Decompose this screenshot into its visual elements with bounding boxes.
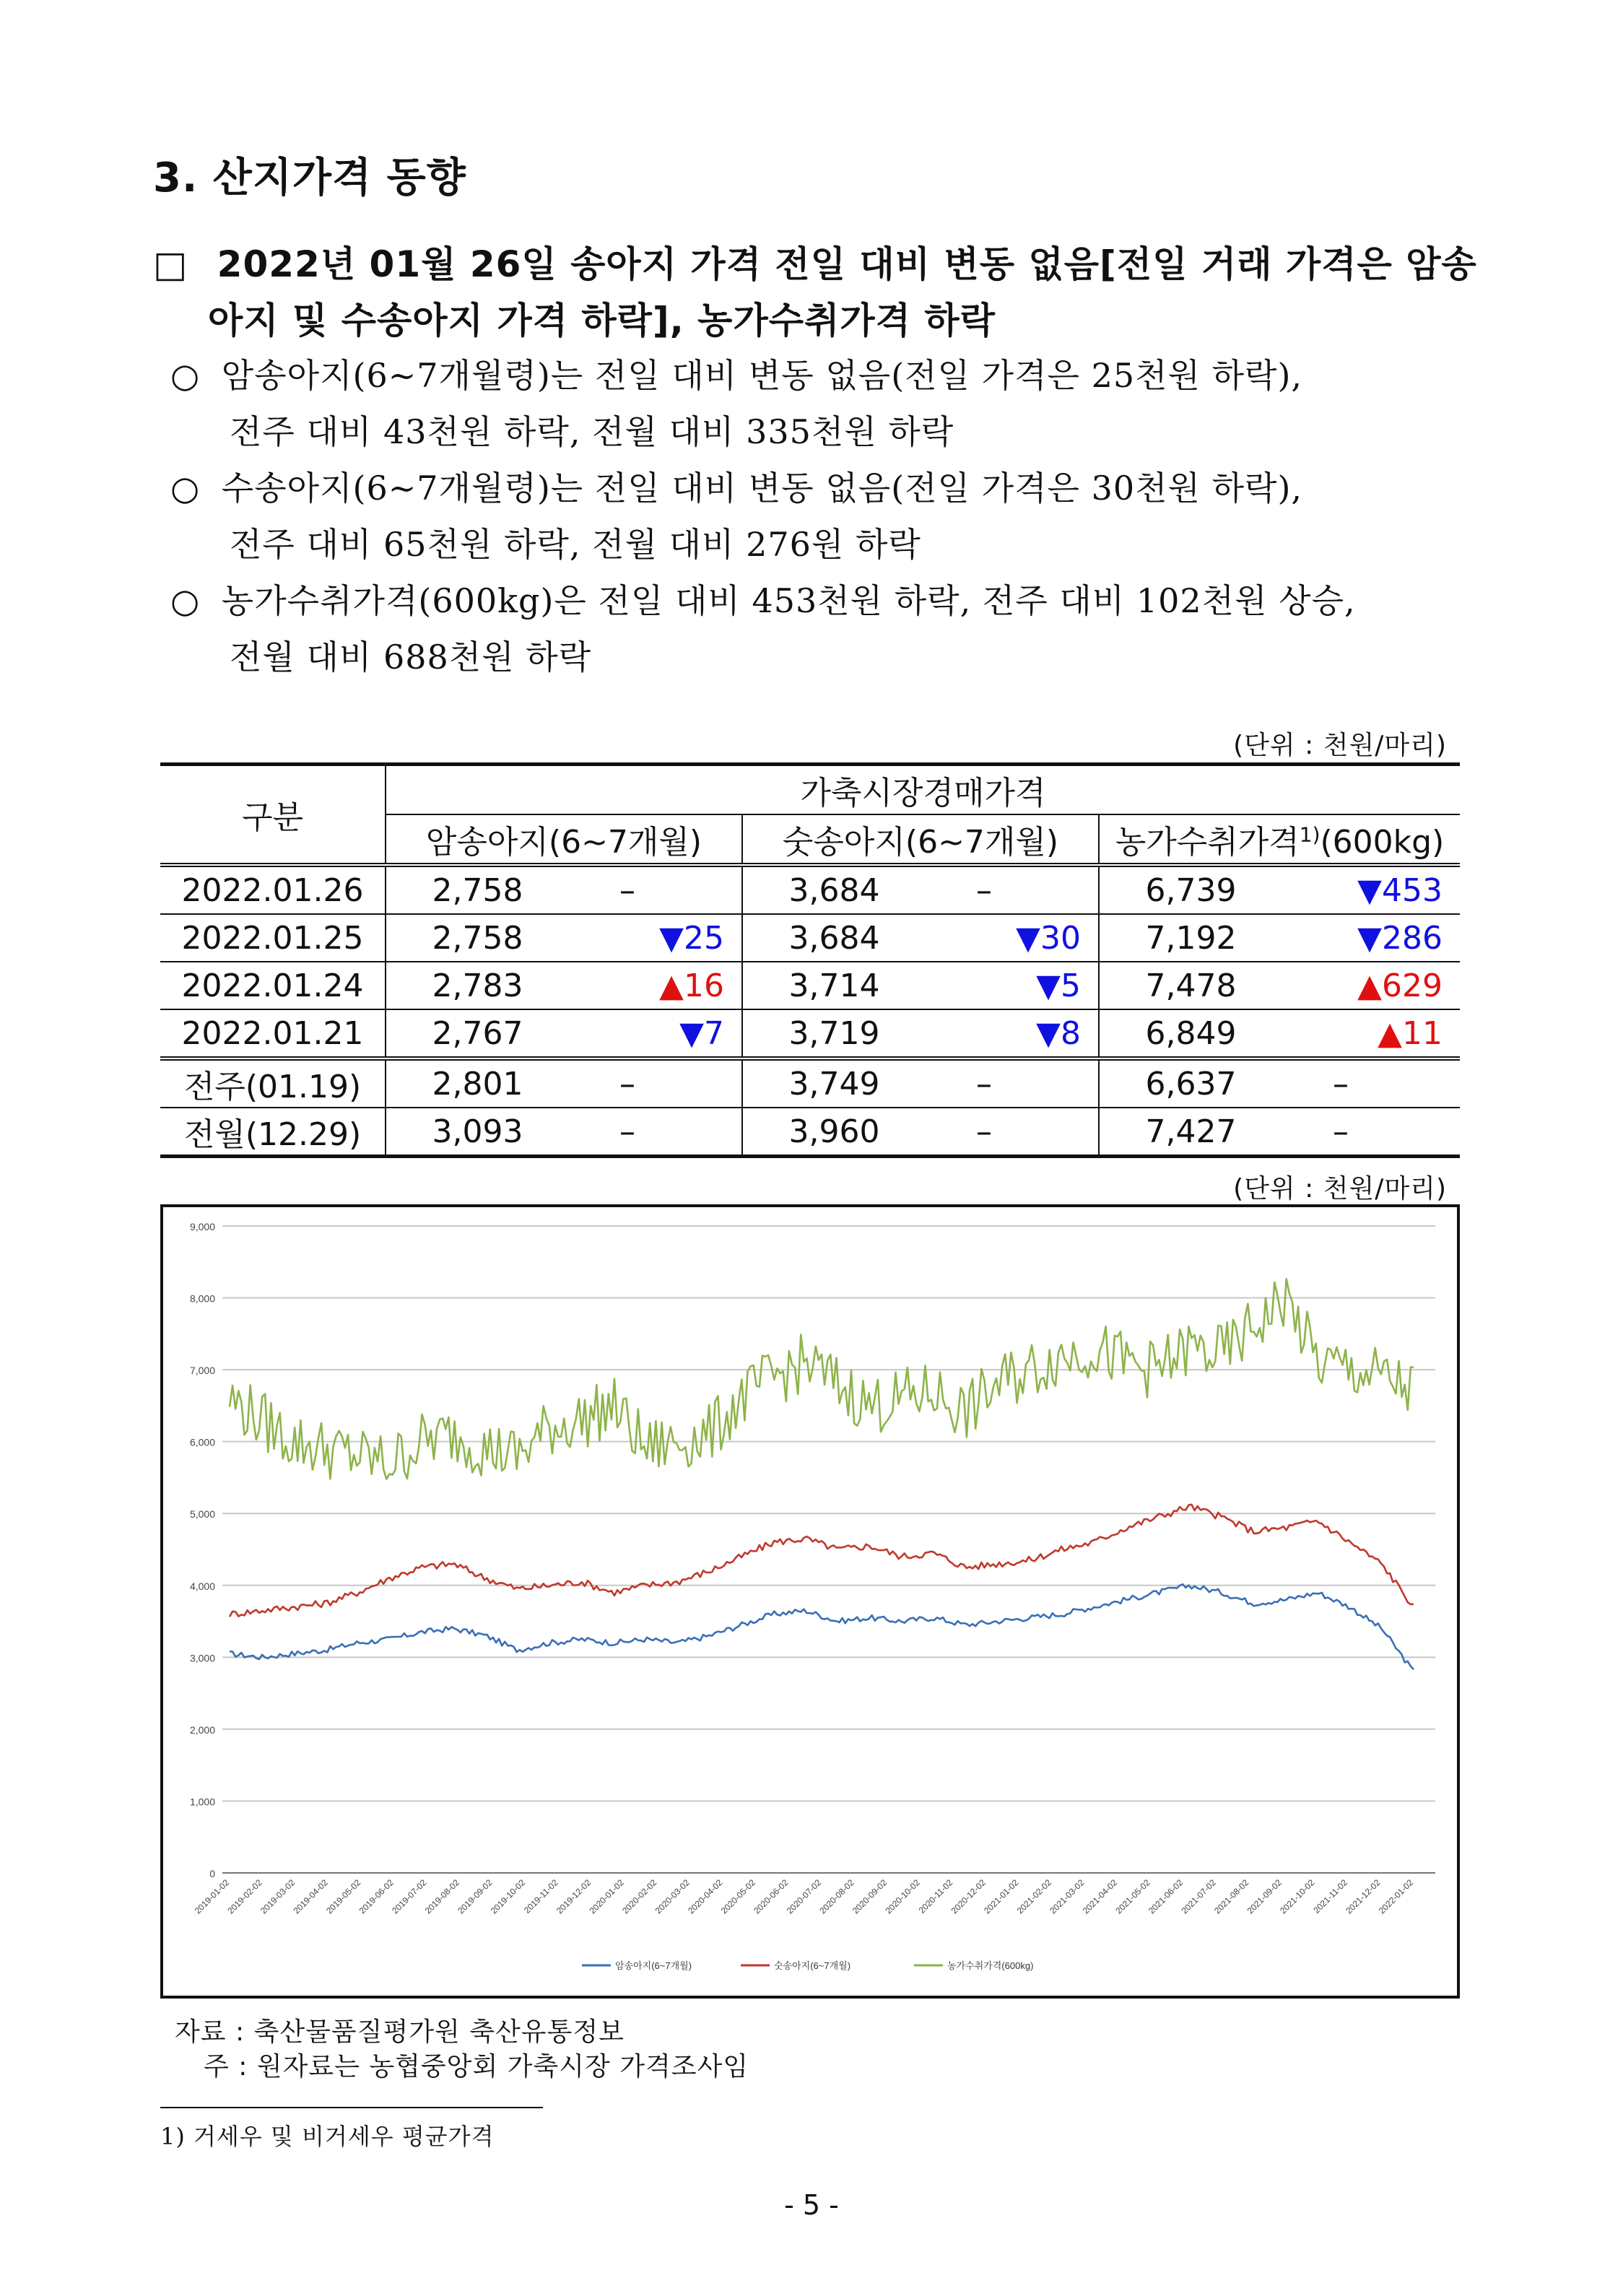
x-tick-label: 2020-12-02 xyxy=(949,1877,988,1916)
y-tick-label: 1,000 xyxy=(189,1796,215,1808)
bullet-2-line-1 xyxy=(170,462,1302,510)
y-tick-label: 3,000 xyxy=(189,1652,215,1664)
bullet-2-line-2: 전주 대비 65천원 하락, 전월 대비 276원 하락 xyxy=(230,525,921,564)
table-row: 2022.01.25 2,758 ▼25 3,684 ▼30 7,192 ▼286 xyxy=(160,914,1460,962)
x-tick-label: 2019-10-02 xyxy=(488,1877,528,1916)
y-tick-label: 4,000 xyxy=(189,1580,215,1592)
x-tick-label: 2020-02-02 xyxy=(620,1877,659,1916)
x-tick-label: 2019-08-02 xyxy=(422,1877,462,1916)
y-tick-label: 6,000 xyxy=(189,1436,215,1448)
x-tick-label: 2020-05-02 xyxy=(718,1877,758,1916)
section-heading: 3. 산지가격 동향 xyxy=(153,155,466,201)
table-row: 전월(12.29) 3,093 – 3,960 – 7,427 – xyxy=(160,1108,1460,1157)
table-row: 2022.01.26 2,758 – 3,684 – 6,739 ▼453 xyxy=(160,865,1460,914)
x-tick-label: 2021-11-02 xyxy=(1311,1877,1350,1915)
x-tick-label: 2021-03-02 xyxy=(1048,1877,1087,1916)
bullet-1-line-1 xyxy=(170,349,1302,397)
x-tick-label: 2019-12-02 xyxy=(554,1877,593,1916)
x-tick-label: 2020-09-02 xyxy=(850,1877,889,1916)
y-tick-label: 5,000 xyxy=(189,1508,215,1521)
y-tick-label: 8,000 xyxy=(189,1292,215,1305)
table-row: 2022.01.24 2,783 ▲16 3,714 ▼5 7,478 ▲629 xyxy=(160,962,1460,1009)
x-tick-label: 2021-12-02 xyxy=(1344,1877,1383,1916)
bullet-1-text-1: 암송아지(6~7개월령)는 전일 대비 변동 없음(전일 가격은 25천원 하락), xyxy=(221,356,1303,395)
bullet-3-text-1: 농가수취가격(600kg)은 전일 대비 453천원 하락, 전주 대비 102천원 상승, xyxy=(221,581,1356,620)
footnote-divider xyxy=(160,2107,543,2108)
y-tick-label: 2,000 xyxy=(189,1723,215,1736)
x-tick-label: 2021-06-02 xyxy=(1146,1877,1185,1916)
x-tick-label: 2021-10-02 xyxy=(1278,1877,1317,1916)
footnote: 1) 거세우 및 비거세우 평균가격 xyxy=(160,2123,495,2150)
x-tick-label: 2020-06-02 xyxy=(752,1877,791,1916)
summary-line-2: 아지 및 수송아지 가격 하락], 농가수취가격 하락 xyxy=(208,300,996,342)
x-tick-label: 2022-01-02 xyxy=(1376,1877,1416,1916)
summary-line-1 xyxy=(153,235,1477,287)
x-tick-label: 2019-06-02 xyxy=(357,1877,396,1916)
x-tick-label: 2021-05-02 xyxy=(1113,1877,1152,1916)
x-tick-label: 2019-04-02 xyxy=(291,1877,330,1916)
remark-note: 주 : 원자료는 농협중앙회 가축시장 가격조사임 xyxy=(204,2052,749,2082)
x-tick-label: 2019-05-02 xyxy=(324,1877,363,1916)
unit-label-chart: (단위 : 천원/마리) xyxy=(1233,1174,1447,1204)
x-tick-label: 2019-03-02 xyxy=(258,1877,297,1916)
col-header-farm: 농가수취가격$^{1)}$(600kg) xyxy=(1099,814,1460,865)
circle-marker: ○ xyxy=(170,469,201,508)
x-tick-label: 2021-01-02 xyxy=(982,1877,1021,1916)
x-tick-label: 2020-08-02 xyxy=(817,1877,856,1916)
x-tick-label: 2020-10-02 xyxy=(883,1877,922,1916)
y-tick-label: 9,000 xyxy=(189,1221,215,1232)
price-table xyxy=(160,762,1460,1158)
legend-label: 암송아지(6~7개월) xyxy=(615,1960,692,1971)
col-header-male: 숫송아지(6~7개월) xyxy=(742,814,1099,865)
line-chart-svg xyxy=(163,1207,1457,1996)
x-tick-label: 2021-02-02 xyxy=(1014,1877,1054,1916)
x-tick-label: 2020-07-02 xyxy=(784,1877,824,1916)
summary-text-1: 2022년 01월 26일 송아지 가격 전일 대비 변동 없음[전일 거래 가격은 암송 xyxy=(217,243,1477,285)
circle-marker: ○ xyxy=(170,356,201,395)
col-header-female: 암송아지(6~7개월) xyxy=(386,814,742,865)
bullet-1-line-2: 전주 대비 43천원 하락, 전월 대비 335천원 하락 xyxy=(230,412,954,451)
legend-label: 농가수취가격(600kg) xyxy=(947,1960,1034,1971)
x-tick-label: 2021-07-02 xyxy=(1179,1877,1218,1916)
y-tick-label: 0 xyxy=(209,1868,215,1879)
x-tick-label: 2021-08-02 xyxy=(1212,1877,1251,1916)
group-header: 가축시장경매가격 xyxy=(386,765,1460,815)
price-chart xyxy=(160,1204,1460,1999)
bullet-2-text-1: 수송아지(6~7개월령)는 전일 대비 변동 없음(전일 가격은 30천원 하락), xyxy=(221,469,1303,508)
page-number: - 5 - xyxy=(784,2189,839,2221)
series-line xyxy=(230,1505,1414,1617)
x-tick-label: 2019-11-02 xyxy=(521,1877,560,1915)
x-tick-label: 2021-04-02 xyxy=(1080,1877,1120,1916)
x-tick-label: 2019-07-02 xyxy=(390,1877,429,1916)
x-tick-label: 2019-01-02 xyxy=(192,1877,232,1916)
x-tick-label: 2019-09-02 xyxy=(456,1877,495,1916)
bullet-3-line-2: 전월 대비 688천원 하락 xyxy=(230,638,592,677)
y-tick-label: 7,000 xyxy=(189,1365,215,1377)
row-date: 2022.01.26 xyxy=(160,865,386,914)
series-line xyxy=(230,1279,1414,1479)
x-tick-label: 2020-01-02 xyxy=(587,1877,626,1916)
table-row: 전주(01.19) 2,801 – 3,749 – 6,637 – xyxy=(160,1058,1460,1108)
x-tick-label: 2020-04-02 xyxy=(686,1877,725,1916)
unit-label-table: (단위 : 천원/마리) xyxy=(1233,731,1447,760)
circle-marker: ○ xyxy=(170,581,201,620)
x-tick-label: 2020-03-02 xyxy=(653,1877,692,1916)
x-tick-label: 2020-11-02 xyxy=(916,1877,955,1915)
table-row: 2022.01.21 2,767 ▼7 3,719 ▼8 6,849 ▲11 xyxy=(160,1009,1460,1058)
source-note: 자료 : 축산물품질평가원 축산유통정보 xyxy=(175,2017,625,2047)
legend-label: 숫송아지(6~7개월) xyxy=(774,1960,851,1971)
x-tick-label: 2019-02-02 xyxy=(225,1877,264,1916)
bullet-3-line-1 xyxy=(170,575,1356,622)
square-marker: □ xyxy=(153,243,188,285)
row-header: 구분 xyxy=(160,765,386,866)
x-tick-label: 2021-09-02 xyxy=(1245,1877,1284,1916)
